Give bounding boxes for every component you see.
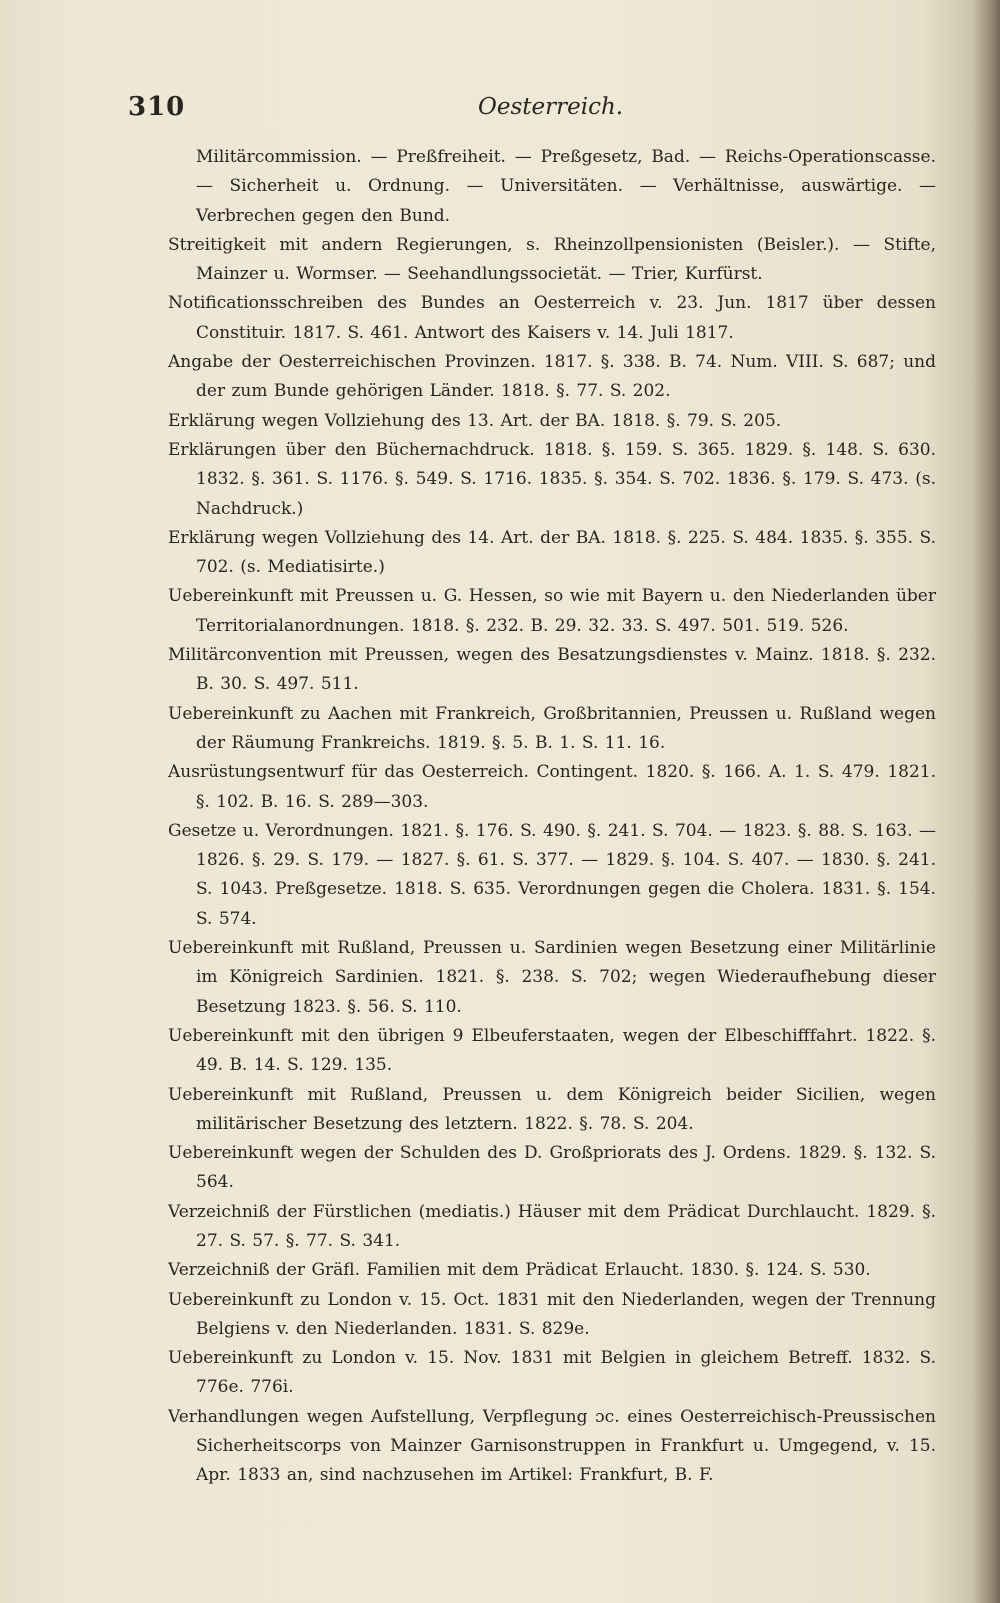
index-entry: Uebereinkunft mit Rußland, Preussen u. Sardinien wegen Besetzung einer Militärlinie im Königreich Sardinien. 1821. §. 238. S. 702; wegen Wiederaufhebung dieser Besetzung 1823. §. 56. S. 110. <box>168 938 936 1017</box>
index-entry: Streitigkeit mit andern Regierungen, s. Rheinzollpensionisten (Beisler.). — Stifte, Mainzer u. Wormser. — Seehandlungssocietät. — Trier, Kurfürst. <box>168 234 936 285</box>
index-entry: Uebereinkunft zu Aachen mit Frankreich, Großbritannien, Preussen u. Rußland wegen der Räumung Frankreichs. 1819. §. 5. B. 1. S. 11. 16. <box>168 703 936 753</box>
index-entry: Uebereinkunft mit den übrigen 9 Elbeuferstaaten, wegen der Elbeschifffahrt. 1822. §. 49. B. 14. S. 129. 135. <box>168 1025 936 1076</box>
index-entry: Notificationsschreiben des Bundes an Oesterreich v. 23. Jun. 1817 über dessen Constituir. 1817. S. 461. Antwort des Kaisers v. 14. Juli 1817. <box>168 293 936 343</box>
running-head: Oesterreich. <box>478 94 624 120</box>
index-entry: Uebereinkunft mit Preussen u. G. Hessen, so wie mit Bayern u. den Niederlanden über Territorialanordnungen. 1818. §. 232. B. 29. 32. 33. S. 497. 501. 519. 526. <box>168 586 936 636</box>
index-entry: Militärcommission. — Preßfreiheit. — Preßgesetz, Bad. — Reichs-Operationscasse. — Sicherheit u. Ordnung. — Universitäten. — Verhältnisse, auswärtige. — Verbrechen gegen den Bund. <box>196 147 936 226</box>
index-entry: Erklärung wegen Vollziehung des 14. Art. der BA. 1818. §. 225. S. 484. 1835. §. 355. S. 702. (s. Mediatisirte.) <box>168 527 936 578</box>
page-number: 310 <box>128 92 186 122</box>
index-entry: Angabe der Oesterreichischen Provinzen. 1817. §. 338. B. 74. Num. VIII. S. 687; und der zum Bunde gehörigen Länder. 1818. §. 77. S. 202. <box>168 352 936 402</box>
index-entry: Uebereinkunft zu London v. 15. Oct. 1831 mit den Niederlanden, wegen der Trennung Belgiens v. den Niederlanden. 1831. S. 829e. <box>168 1289 936 1339</box>
index-entry: Verzeichniß der Gräfl. Familien mit dem Prädicat Erlaucht. 1830. §. 124. S. 530. <box>168 1260 871 1281</box>
index-entries <box>168 143 936 1491</box>
index-entry: Verzeichniß der Fürstlichen (mediatis.) Häuser mit dem Prädicat Durchlaucht. 1829. §. 27. S. 57. §. 77. S. 341. <box>168 1201 936 1251</box>
index-entry: Uebereinkunft wegen der Schulden des D. Großpriorats des J. Ordens. 1829. §. 132. S. 564. <box>168 1143 936 1193</box>
index-entry: Uebereinkunft zu London v. 15. Nov. 1831 mit Belgien in gleichem Betreff. 1832. S. 776e. 776i. <box>168 1348 936 1398</box>
index-entry: Militärconvention mit Preussen, wegen des Besatzungsdienstes v. Mainz. 1818. §. 232. B. 30. S. 497. 511. <box>168 645 936 695</box>
index-entry: Gesetze u. Verordnungen. 1821. §. 176. S. 490. §. 241. S. 704. — 1823. §. 88. S. 163. — 1826. §. 29. S. 179. — 1827. §. 61. S. 377. — 1829. §. 104. S. 407. — 1830. §. 241. S. 1043. Preßgesetze. 1818. S. 635. Verordnungen gegen die Cholera. 1831. §. 154. S. 574. <box>168 820 936 929</box>
page-header <box>128 92 928 132</box>
index-entry: Erklärung wegen Vollziehung des 13. Art. der BA. 1818. §. 79. S. 205. <box>168 410 782 431</box>
index-entry: Verhandlungen wegen Aufstellung, Verpflegung ɔc. eines Oesterreichisch-Preussischen Sicherheitscorps von Mainzer Garnisonstruppen in Frankfurt u. Umgegend, v. 15. Apr. 1833 an, sind nachzusehen im Artikel: Frankfurt, B. F. <box>168 1406 936 1486</box>
index-entry: Uebereinkunft mit Rußland, Preussen u. dem Königreich beider Sicilien, wegen militärischer Besetzung des letztern. 1822. §. 78. S. 204. <box>168 1084 936 1134</box>
index-entry: Erklärungen über den Büchernachdruck. 1818. §. 159. S. 365. 1829. §. 148. S. 630. 1832. §. 361. S. 1176. §. 549. S. 1716. 1835. §. 354. S. 702. 1836. §. 179. S. 473. (s. Nachdruck.) <box>168 439 936 519</box>
index-entry: Ausrüstungsentwurf für das Oesterreich. Contingent. 1820. §. 166. A. 1. S. 479. 1821. §. 102. B. 16. S. 289—303. <box>168 762 936 812</box>
page-gutter-shadow <box>974 0 1000 1603</box>
